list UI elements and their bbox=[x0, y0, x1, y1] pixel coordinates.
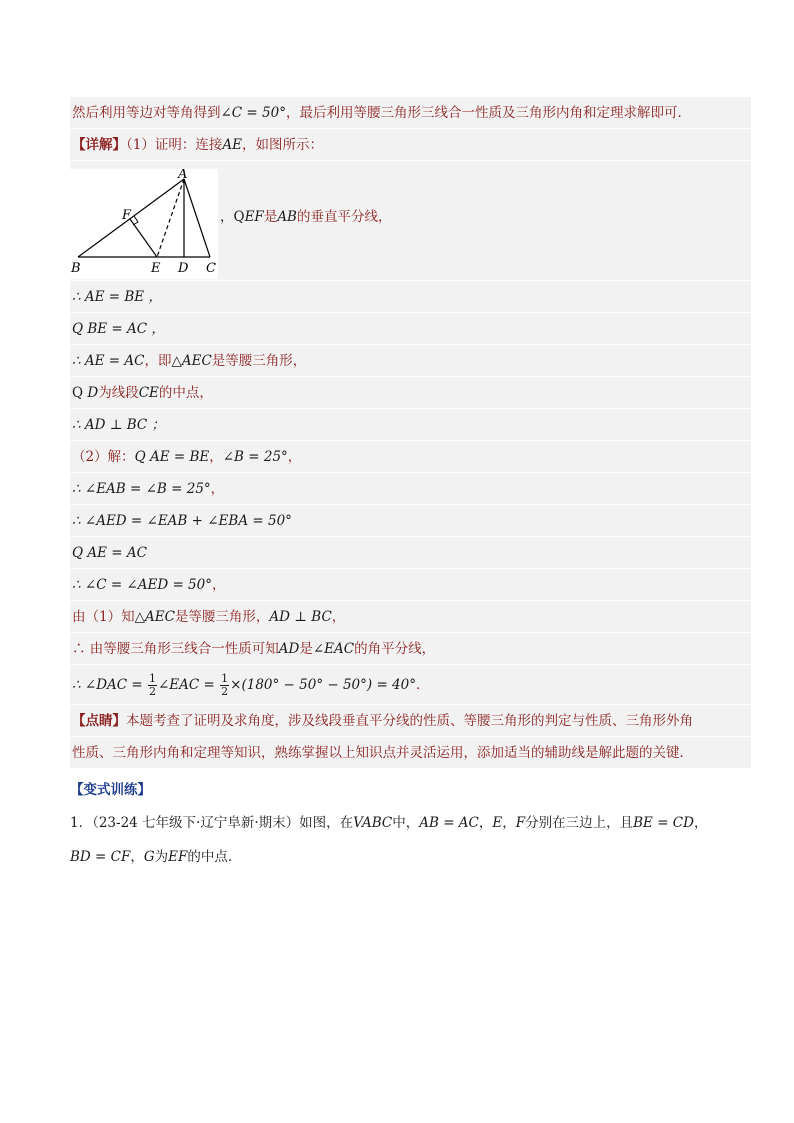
solution-line-15: ∴ ∠DAC = $\frac{1}{2}$ ∠EAC = $\frac{1}{2}$ ×(180° − 50° − 50°) = 40°． bbox=[70, 665, 751, 705]
problem-1 bbox=[70, 806, 751, 874]
variant-heading: 【变式训练】 bbox=[70, 782, 151, 798]
label-e: E bbox=[151, 261, 161, 276]
label-a: A bbox=[178, 169, 188, 182]
solution-line-13: 由（1）知△AEC是等腰三角形，AD ⊥ BC， bbox=[70, 601, 751, 633]
solution-line-detail: 【详解】（1）证明：连接AE，如图所示： bbox=[70, 129, 751, 161]
solution-line-10: ∴ ∠AED = ∠EAB + ∠EBA = 50° bbox=[70, 505, 751, 537]
label-c: C bbox=[206, 261, 216, 276]
solution-line-12: ∴ ∠C = ∠AED = 50°， bbox=[70, 569, 751, 601]
figure-line bbox=[70, 161, 751, 281]
solution-line-5: ∴ AE = AC，即△AEC是等腰三角形， bbox=[70, 345, 751, 377]
dashed-ae bbox=[157, 179, 184, 257]
label-d: D bbox=[178, 261, 189, 276]
detail-tag: 【详解】 bbox=[72, 137, 126, 153]
label-b: B bbox=[71, 261, 81, 276]
solution-line-14: ∴ 由等腰三角形三线合一性质可知AD是∠EAC的角平分线， bbox=[70, 633, 751, 665]
comment-line-1: 【点睛】本题考查了证明及求角度，涉及线段垂直平分线的性质、等腰三角形的判定与性质、三角形外角 bbox=[70, 705, 751, 737]
solution-line-6: Q D为线段CE的中点， bbox=[70, 377, 751, 409]
solution-line-7: ∴ AD ⊥ BC ； bbox=[70, 409, 751, 441]
side-ac bbox=[184, 179, 210, 257]
triangle-diagram bbox=[70, 169, 218, 279]
solution-line-1: 然后利用等边对等角得到∠C = 50°，最后利用等腰三角形三线合一性质及三角形内角和定理求解即可． bbox=[70, 97, 751, 129]
solution-line-9: ∴ ∠EAB = ∠B = 25°， bbox=[70, 473, 751, 505]
solution-line-8: （2）解：Q AE = BE，∠B = 25°， bbox=[70, 441, 751, 473]
label-f: F bbox=[122, 208, 132, 223]
solution-line-3: ∴ AE = BE ， bbox=[70, 281, 751, 313]
comment-line-2: 性质、三角形内角和定理等知识，熟练掌握以上知识点并灵活运用，添加适当的辅助线是解此题的关键． bbox=[70, 737, 751, 769]
solution-block bbox=[70, 97, 751, 769]
triangle-figure bbox=[70, 169, 218, 279]
figure-caption: ，QEF是AB的垂直平分线， bbox=[220, 209, 392, 225]
problem-1-line-1: 1．（23-24 七年级下·辽宁阜新·期末）如图，在VABC中，AB = AC，E，F分别在三边上，且BE = CD， bbox=[70, 815, 708, 831]
solution-line-4: Q BE = AC ， bbox=[70, 313, 751, 345]
fraction-half-2: $\frac{1}{2}$ bbox=[221, 672, 229, 698]
comment-tag: 【点睛】 bbox=[72, 713, 126, 729]
solution-line-11: Q AE = AC bbox=[70, 537, 751, 569]
fraction-half-1: $\frac{1}{2}$ bbox=[149, 672, 156, 698]
problem-1-line-2: BD = CF，G为EF的中点． bbox=[70, 849, 242, 865]
